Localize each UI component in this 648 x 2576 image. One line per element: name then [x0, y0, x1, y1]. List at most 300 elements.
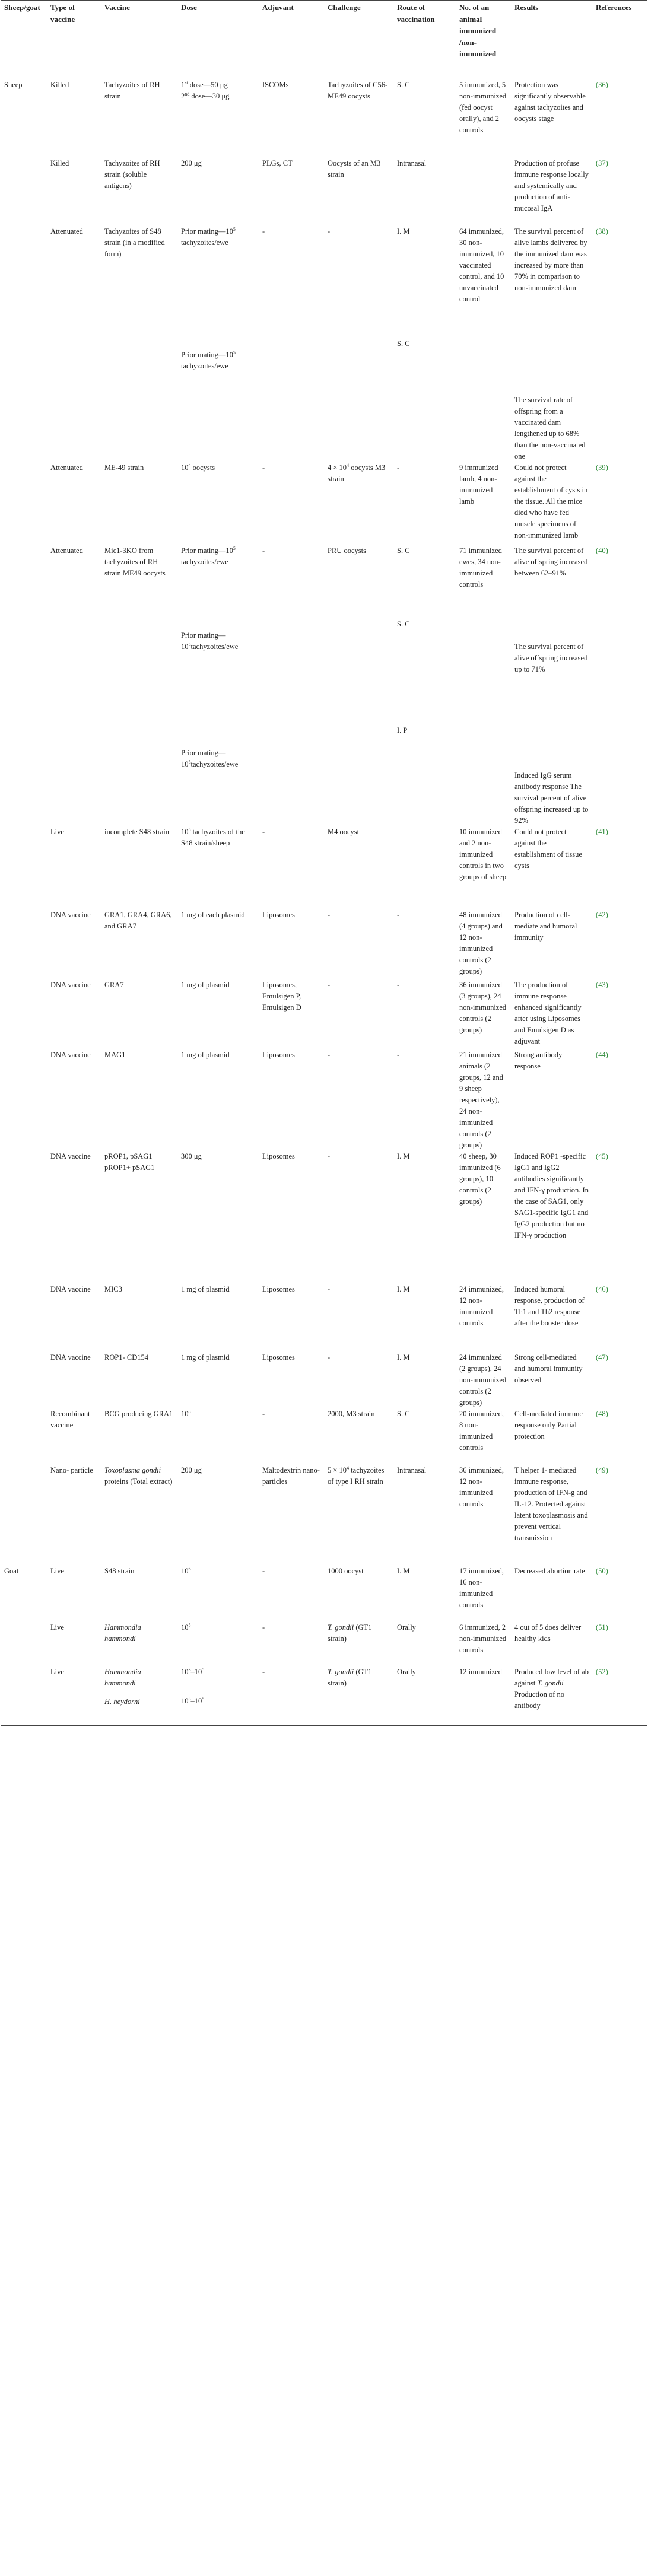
cell-vaccine [101, 1465, 177, 1566]
cell-route [393, 462, 456, 545]
cell-animals-text: 48 immunized (4 groups) and 12 non-immunized controls (2 groups) [459, 910, 503, 975]
cell-results [511, 826, 592, 909]
cell-type-text: Attenuated [50, 227, 83, 236]
cell-route [393, 979, 456, 1050]
cell-type [47, 1352, 101, 1408]
cell-ref [592, 1465, 647, 1566]
cell-challenge-text: PRU oocysts [328, 546, 366, 555]
table-row [1, 1465, 647, 1566]
cell-animals-text: 6 immunized, 2 non-immunized controls [459, 1623, 507, 1654]
header-sheep-goat: Sheep/goat [1, 1, 47, 79]
cell-dose-text: 1 mg of plasmid [181, 1050, 230, 1059]
cell-route-text: S. C [397, 619, 410, 628]
cell-route-text: Intranasal [397, 158, 427, 167]
cell-adjuvant-text: Liposomes [262, 1152, 295, 1160]
cell-type-text: DNA vaccine [50, 1152, 91, 1160]
cell-results-text: Decreased abortion rate [514, 1566, 585, 1575]
cell-vaccine [101, 1566, 177, 1622]
cell-vaccine [101, 462, 177, 545]
header-challenge: Challenge [324, 1, 393, 79]
cell-route-text: S. C [397, 1409, 410, 1418]
cell-type-text: Attenuated [50, 546, 83, 555]
cell-group [1, 826, 47, 909]
cell-group-text: Sheep [4, 81, 23, 89]
cell-vaccine [101, 826, 177, 909]
table-row [1, 1566, 647, 1622]
cell-adjuvant-text: - [262, 227, 265, 236]
cell-challenge-text: 2000, M3 strain [328, 1409, 375, 1418]
cell-spacer [514, 294, 589, 395]
table-row [1, 1352, 647, 1408]
cell-ref-text: (44) [596, 1050, 608, 1059]
table-row [1, 1151, 647, 1284]
cell-challenge-text: $5 \times 10^4$ tachyzoites of type I RH strain [328, 1465, 385, 1486]
cell-route [393, 1408, 456, 1465]
cell-dose-text: 1 mg of plasmid [181, 1353, 230, 1362]
cell-challenge [324, 226, 393, 462]
cell-group [1, 1050, 47, 1151]
cell-dose-text: $10^8$ [181, 1408, 191, 1418]
cell-challenge [324, 545, 393, 826]
cell-dose [177, 1465, 259, 1566]
cell-spacer [181, 653, 255, 748]
cell-type-text: Live [50, 1566, 64, 1575]
cell-dose-text: Prior $mating—10^5$ tachyzoites/ewe [181, 349, 236, 370]
cell-adjuvant-text: - [262, 1623, 265, 1632]
table-header-row [1, 1, 647, 79]
cell-adjuvant [259, 545, 324, 826]
cell-type [47, 1667, 101, 1726]
cell-type-text: DNA vaccine [50, 910, 91, 919]
cell-results-text: Induced IgG serum antibody response The survival percent of alive offspring increased up to 92% [514, 771, 589, 825]
cell-animals [456, 1352, 511, 1408]
cell-animals-text: 9 immunized lamb, 4 non-immunized lamb [459, 463, 498, 505]
header-adjuvant: Adjuvant [259, 1, 324, 79]
cell-adjuvant-text: ISCOMs [262, 81, 289, 89]
cell-ref-text: (45) [596, 1152, 608, 1160]
cell-ref-text: (39) [596, 463, 608, 472]
cell-animals-text: 36 immunized, 12 non-immunized controls [459, 1465, 504, 1508]
cell-dose-text: 200 μg [181, 158, 202, 167]
cell-results-text: The survival percent of alive lambs delivered by the immunized dam was increased by more than 70% in comparison to non-immunized dam [514, 227, 587, 292]
table-row [1, 462, 647, 545]
cell-results [511, 1667, 592, 1726]
cell-vaccine-text: GRA7 [104, 980, 124, 989]
cell-group [1, 158, 47, 226]
cell-ref [592, 1352, 647, 1408]
cell-route-text: I. P [397, 726, 408, 734]
cell-ref-text: (37) [596, 158, 608, 167]
cell-adjuvant-text: Liposomes [262, 1050, 295, 1059]
cell-route [393, 226, 456, 462]
cell-challenge-text: T. gondii (GT1 strain) [328, 1667, 372, 1687]
cell-challenge [324, 1566, 393, 1622]
cell-route [393, 909, 456, 979]
cell-group [1, 1566, 47, 1622]
cell-type [47, 226, 101, 462]
cell-results [511, 1465, 592, 1566]
cell-adjuvant [259, 1151, 324, 1284]
cell-vaccine [101, 1667, 177, 1726]
cell-animals-text: 24 immunized, 12 non-immunized controls [459, 1284, 504, 1327]
cell-dose [177, 1050, 259, 1151]
cell-dose-text: Prior $mating—10^5$ tachyzoites/ewe [181, 545, 236, 566]
cell-dose [177, 1408, 259, 1465]
cell-challenge-text: - [328, 980, 331, 989]
cell-results [511, 1284, 592, 1352]
cell-results-text: T helper 1- mediated immune response, production of IFN-g and IL-12. Protected against latent toxoplasmosis and prevent vertical transmission [514, 1465, 588, 1542]
cell-results [511, 1151, 592, 1284]
cell-challenge [324, 979, 393, 1050]
cell-group [1, 1284, 47, 1352]
cell-dose-text: $10^5$ tachyzoites of the S48 strain/sheep [181, 826, 245, 847]
cell-results-text: The survival rate of offspring from a vaccinated dam lengthened up to 68% than the non-vaccinated one [514, 395, 586, 460]
table-row [1, 545, 647, 826]
cell-ref-text: (51) [596, 1623, 608, 1632]
cell-animals [456, 909, 511, 979]
cell-dose [177, 79, 259, 158]
cell-type [47, 1465, 101, 1566]
cell-ref [592, 1151, 647, 1284]
cell-vaccine [101, 1622, 177, 1667]
cell-spacer [397, 630, 452, 725]
cell-group [1, 1408, 47, 1465]
cell-animals [456, 1151, 511, 1284]
cell-ref-text: (43) [596, 980, 608, 989]
cell-ref-text: (41) [596, 827, 608, 836]
cell-results [511, 979, 592, 1050]
cell-results [511, 1408, 592, 1465]
cell-ref-text: (46) [596, 1284, 608, 1293]
cell-vaccine-text: pROP1, pSAG1 pROP1+ pSAG1 [104, 1152, 155, 1172]
cell-dose-text: $10^6$ [181, 1566, 191, 1575]
cell-ref-text: (47) [596, 1353, 608, 1362]
cell-route-text: I. M [397, 1152, 410, 1160]
cell-ref-text: (50) [596, 1566, 608, 1575]
header-route: Route of vaccination [393, 1, 456, 79]
cell-vaccine [101, 1352, 177, 1408]
cell-vaccine [101, 226, 177, 462]
cell-type [47, 1408, 101, 1465]
cell-animals [456, 1566, 511, 1622]
cell-type-text: DNA vaccine [50, 1284, 91, 1293]
cell-spacer [514, 675, 589, 770]
cell-challenge [324, 1622, 393, 1667]
cell-challenge-text: Tachyzoites of C56- ME49 oocysts [328, 81, 388, 100]
cell-ref-text: (40) [596, 546, 608, 555]
cell-animals [456, 1408, 511, 1465]
cell-challenge [324, 826, 393, 909]
cell-results-text: Production of cell-mediate and humoral immunity [514, 910, 577, 942]
cell-type-text: Live [50, 1667, 64, 1676]
cell-adjuvant [259, 1667, 324, 1726]
cell-animals-text: 36 immunized (3 groups), 24 non-immunized controls (2 groups) [459, 980, 507, 1034]
cell-type [47, 1622, 101, 1667]
cell-type-text: Recombinant vaccine [50, 1409, 90, 1429]
cell-route [393, 79, 456, 158]
cell-adjuvant-text: - [262, 1409, 265, 1418]
cell-type [47, 545, 101, 826]
cell-dose [177, 1352, 259, 1408]
cell-ref [592, 462, 647, 545]
cell-adjuvant [259, 826, 324, 909]
cell-group [1, 462, 47, 545]
cell-results-text: Could not protect against the establishment of cysts in the tissue. All the mice died who have fed muscle specimens of non-immunized lamb [514, 463, 588, 539]
cell-dose [177, 979, 259, 1050]
cell-adjuvant [259, 1622, 324, 1667]
cell-challenge [324, 158, 393, 226]
cell-dose [177, 1566, 259, 1622]
cell-results-text: Strong antibody response [514, 1050, 563, 1070]
cell-adjuvant-text: - [262, 463, 265, 472]
cell-vaccine-text: H. heydorni [104, 1697, 140, 1706]
cell-vaccine-text: Tachyzoites of S48 strain (in a modified form) [104, 227, 165, 258]
cell-challenge [324, 1667, 393, 1726]
cell-dose-text: $10^4$ oocysts [181, 462, 215, 472]
cell-route [393, 1284, 456, 1352]
cell-group [1, 979, 47, 1050]
cell-results-text: Cell-mediated immune response only Partial protection [514, 1409, 583, 1440]
table-row [1, 1667, 647, 1726]
cell-type-text: Nano- particle [50, 1465, 93, 1474]
cell-adjuvant [259, 1566, 324, 1622]
cell-vaccine-text: MAG1 [104, 1050, 126, 1059]
cell-ref [592, 79, 647, 158]
cell-dose [177, 826, 259, 909]
cell-animals-text: 5 immunized, 5 non-immunized (fed oocyst orally), and 2 controls [459, 81, 507, 134]
cell-group [1, 1465, 47, 1566]
cell-dose [177, 1622, 259, 1667]
cell-results-text: The survival percent of alive offspring increased between 62–91% [514, 546, 588, 577]
cell-vaccine [101, 1284, 177, 1352]
cell-challenge [324, 79, 393, 158]
cell-results-text: Protection was significantly observable against tachyzoites and oocysts stage [514, 81, 586, 123]
table-row [1, 1408, 647, 1465]
table-row [1, 226, 647, 462]
cell-route-text: S. C [397, 546, 410, 555]
cell-challenge-text: - [328, 227, 331, 236]
cell-ref [592, 909, 647, 979]
cell-animals [456, 79, 511, 158]
cell-dose [177, 158, 259, 226]
cell-challenge-text: 1000 oocyst [328, 1566, 364, 1575]
cell-route-text: - [397, 463, 400, 472]
cell-type [47, 79, 101, 158]
cell-adjuvant-text: - [262, 546, 265, 555]
cell-route-text: I. M [397, 227, 410, 236]
cell-ref [592, 979, 647, 1050]
cell-animals-text: 64 immunized, 30 non-immunized, 10 vaccinated control, and 10 unvaccinated control [459, 227, 504, 303]
cell-animals [456, 1284, 511, 1352]
cell-adjuvant [259, 1465, 324, 1566]
header-animals: No. of an animal immunized /non-immunized [456, 1, 511, 79]
cell-challenge-text: - [328, 1050, 331, 1059]
cell-vaccine [101, 1050, 177, 1151]
cell-route [393, 1352, 456, 1408]
cell-vaccine [101, 1151, 177, 1284]
cell-type-text: Killed [50, 158, 69, 167]
cell-animals-text: 20 immunized, 8 non-immunized controls [459, 1409, 504, 1452]
cell-results-text: Induced ROP1 -specific IgG1 and IgG2 antibodies significantly and IFN-γ production. In the case of SAG1, only SAG1-specific IgG1 and IgG2 production but no IFN-γ production [514, 1152, 589, 1239]
cell-adjuvant-text: - [262, 1667, 265, 1676]
cell-challenge [324, 1465, 393, 1566]
cell-vaccine-text: Hammondia hammondi [104, 1623, 141, 1643]
cell-challenge [324, 909, 393, 979]
cell-group [1, 1151, 47, 1284]
cell-spacer [514, 579, 589, 641]
cell-adjuvant-text: Liposomes [262, 1353, 295, 1362]
header-vaccine: Vaccine [101, 1, 177, 79]
cell-animals-text: 10 immunized and 2 non-immunized controls in two groups of sheep [459, 827, 507, 881]
header-results: Results [511, 1, 592, 79]
cell-type [47, 979, 101, 1050]
cell-type [47, 462, 101, 545]
cell-spacer [181, 568, 255, 630]
cell-challenge-text: M4 oocyst [328, 827, 360, 836]
cell-animals-text: 40 sheep, 30 immunized (6 groups), 10 controls (2 groups) [459, 1152, 501, 1206]
cell-vaccine-text: Tachyzoites of RH strain (soluble antigens) [104, 158, 160, 190]
cell-type [47, 1050, 101, 1151]
cell-route [393, 826, 456, 909]
cell-route-text: I. M [397, 1353, 410, 1362]
cell-animals [456, 1667, 511, 1726]
cell-results-text: Strong cell-mediated and humoral immunity observed [514, 1353, 583, 1384]
cell-animals [456, 545, 511, 826]
cell-adjuvant-text: - [262, 1566, 265, 1575]
cell-adjuvant-text: Liposomes [262, 1284, 295, 1293]
cell-spacer [397, 237, 452, 338]
cell-route [393, 1151, 456, 1284]
cell-route [393, 1050, 456, 1151]
cell-vaccine [101, 158, 177, 226]
cell-route [393, 545, 456, 826]
cell-challenge-text: - [328, 910, 331, 919]
cell-dose-text: $10^3-10^5$ [181, 1667, 205, 1676]
cell-results-text: The survival percent of alive offspring increased up to 71% [514, 642, 588, 673]
cell-challenge [324, 462, 393, 545]
cell-dose-text: 1st dose—50 μg 2nd dose—30 μg [181, 80, 230, 100]
cell-dose [177, 1667, 259, 1726]
cell-vaccine-text: Mic1-3KO from tachyzoites of RH strain ME49 oocysts [104, 546, 166, 577]
cell-ref [592, 1622, 647, 1667]
cell-animals-text: 24 immunized (2 groups), 24 non-immunized controls (2 groups) [459, 1353, 507, 1407]
cell-results-text: Produced low level of ab against T. gondii Production of no antibody [514, 1667, 589, 1710]
cell-dose [177, 909, 259, 979]
table-row [1, 1622, 647, 1667]
cell-group [1, 1622, 47, 1667]
cell-ref-text: (48) [596, 1409, 608, 1418]
table-row [1, 909, 647, 979]
cell-ref [592, 1408, 647, 1465]
cell-spacer [181, 249, 255, 349]
cell-adjuvant [259, 909, 324, 979]
cell-animals [456, 1050, 511, 1151]
cell-results [511, 545, 592, 826]
header-references: References [592, 1, 647, 79]
cell-type [47, 1566, 101, 1622]
cell-results [511, 79, 592, 158]
cell-results [511, 1622, 592, 1667]
cell-dose-text: 200 μg [181, 1465, 202, 1474]
cell-group [1, 1667, 47, 1726]
cell-vaccine-text: incomplete S48 strain [104, 827, 170, 836]
cell-results [511, 1566, 592, 1622]
cell-vaccine [101, 79, 177, 158]
cell-spacer [181, 1678, 255, 1696]
cell-group [1, 545, 47, 826]
cell-dose-text: $10^3-10^5$ [181, 1696, 205, 1705]
cell-type-text: DNA vaccine [50, 1353, 91, 1362]
cell-group [1, 909, 47, 979]
cell-vaccine [101, 545, 177, 826]
cell-route-text: Intranasal [397, 1465, 427, 1474]
cell-results [511, 226, 592, 462]
cell-vaccine-text: Tachyzoites of RH strain [104, 81, 160, 100]
cell-results-text: Production of profuse immune response locally and systemically and production of anti-mucosal IgA [514, 158, 589, 212]
cell-adjuvant [259, 462, 324, 545]
cell-spacer [397, 556, 452, 619]
cell-animals-text: 71 immunized ewes, 34 non-immunized controls [459, 546, 502, 589]
cell-results [511, 158, 592, 226]
cell-results-text: The production of immune response enhanced significantly after using Liposomes and Emulsigen D as adjuvant [514, 980, 582, 1045]
cell-route-text: - [397, 1050, 400, 1059]
cell-ref-text: (49) [596, 1465, 608, 1474]
cell-adjuvant [259, 1050, 324, 1151]
cell-adjuvant-text: PLGs, CT [262, 158, 293, 167]
cell-ref-text: (38) [596, 227, 608, 236]
cell-ref [592, 226, 647, 462]
cell-adjuvant [259, 1408, 324, 1465]
cell-vaccine-text: Toxoplasma gondii proteins (Total extract) [104, 1465, 173, 1486]
cell-vaccine-text: Hammondia hammondi [104, 1667, 141, 1687]
cell-ref [592, 158, 647, 226]
cell-challenge [324, 1352, 393, 1408]
cell-animals [456, 1622, 511, 1667]
cell-dose-text: 1 mg of plasmid [181, 980, 230, 989]
cell-ref-text: (42) [596, 910, 608, 919]
cell-type-text: Live [50, 1623, 64, 1632]
cell-spacer [104, 1689, 174, 1696]
cell-route-text: I. M [397, 1284, 410, 1293]
cell-animals [456, 226, 511, 462]
cell-type [47, 1284, 101, 1352]
cell-type-text: Attenuated [50, 463, 83, 472]
cell-route-text: - [397, 980, 400, 989]
cell-route [393, 158, 456, 226]
cell-vaccine-text: BCG producing GRA1 [104, 1409, 173, 1418]
cell-challenge [324, 1151, 393, 1284]
cell-results-text: Could not protect against the establishment of tissue cysts [514, 827, 582, 870]
cell-animals-text: 17 immunized, 16 non-immunized controls [459, 1566, 504, 1609]
cell-results [511, 909, 592, 979]
cell-adjuvant [259, 979, 324, 1050]
cell-ref-text: (52) [596, 1667, 608, 1676]
cell-ref [592, 545, 647, 826]
cell-dose-text: 300 μg [181, 1152, 202, 1160]
cell-dose [177, 1151, 259, 1284]
cell-type [47, 158, 101, 226]
cell-route [393, 1465, 456, 1566]
cell-adjuvant [259, 1352, 324, 1408]
cell-results-text: 4 out of 5 does deliver healthy kids [514, 1623, 582, 1643]
cell-adjuvant-text: - [262, 827, 265, 836]
cell-type [47, 826, 101, 909]
cell-animals [456, 462, 511, 545]
cell-route-text: I. M [397, 1566, 410, 1575]
cell-vaccine-text: MIC3 [104, 1284, 122, 1293]
cell-ref [592, 1284, 647, 1352]
cell-dose-text: Prior $mating—10^5tachyzoites$/ewe [181, 748, 239, 768]
